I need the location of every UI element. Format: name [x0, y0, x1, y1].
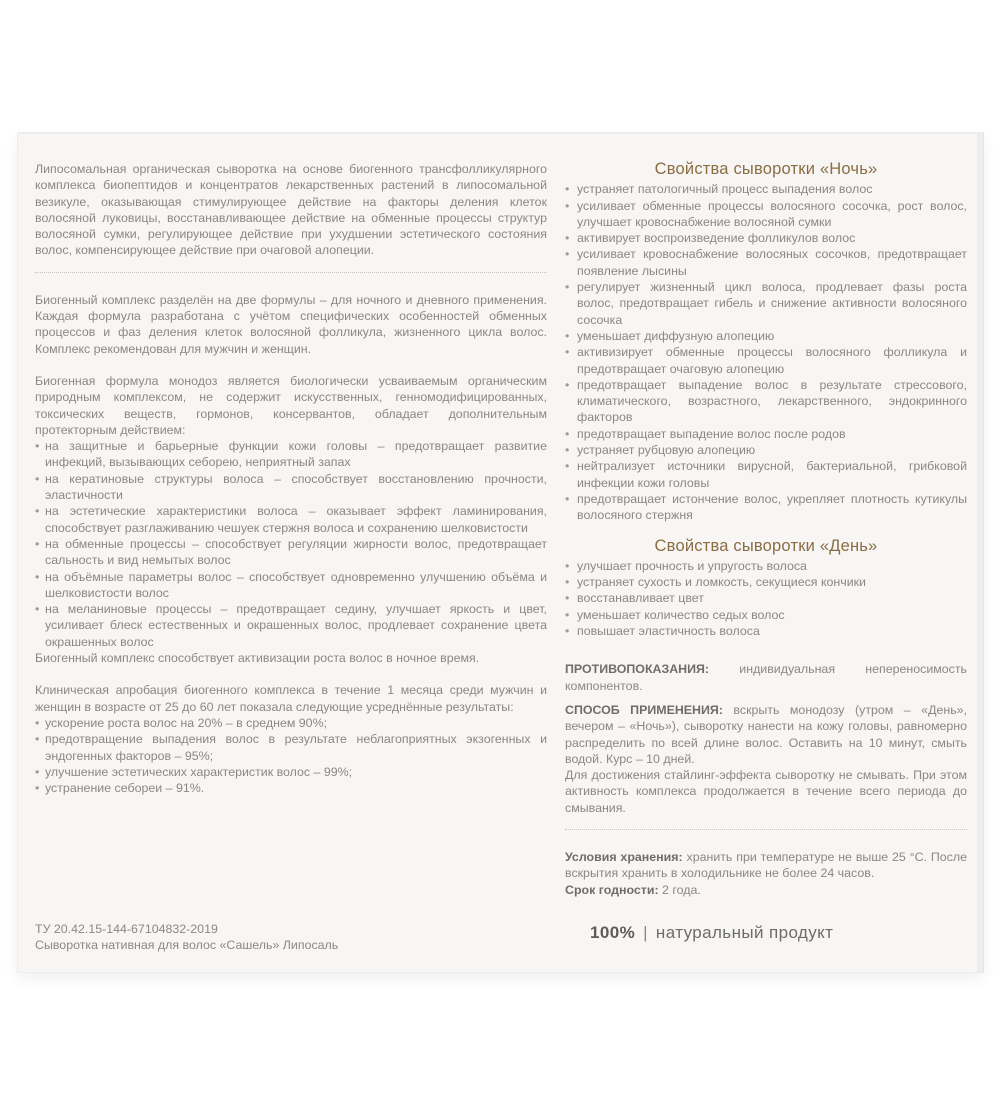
- list-item: • нейтрализует источники вирусной, бактериальной, грибковой инфекции кожи головы: [565, 458, 967, 491]
- dotted-separator: [35, 272, 547, 273]
- list-item: • на обменные процессы – способствует регуляции жирности волос, предотвращает сальность и вид немытых волос: [35, 536, 547, 569]
- list-item: • регулирует жизненный цикл волоса, продлевает фазы роста волос, предотвращает гибель и снижение активности волосяного сосочка: [565, 279, 967, 328]
- left-column: [35, 161, 547, 796]
- list-item: • ускорение роста волос на 20% – в среднем 90%;: [35, 715, 547, 731]
- list-item: • улучшает прочность и упругость волоса: [565, 558, 967, 574]
- night-heading: Свойства сыворотки «Ночь»: [654, 160, 878, 178]
- usage-instructions: СПОСОБ ПРИМЕНЕНИЯ: вскрыть монодозу (утром – «День», вечером – «Ночь»), сыворотку нанести на кожу головы, равномерно распределить по всей длине волос. Оставить на 10 минут, смыть водой. Курс – 10 дней.: [565, 702, 967, 766]
- list-item: • активизирует обменные процессы волосяного фолликула и предотвращает очаговую алопецию: [565, 344, 967, 377]
- day-heading: Свойства сыворотки «День»: [654, 536, 878, 555]
- list-item: • уменьшает количество седых волос: [565, 607, 967, 623]
- list-item: • уменьшает диффузную алопецию: [565, 328, 967, 344]
- product-box-back: [17, 132, 984, 973]
- list-item: • на кератиновые структуры волоса – способствует восстановлению прочности, эластичности: [35, 471, 547, 504]
- intro-paragraph: Липосомальная органическая сыворотка на основе биогенного трансфолликулярного комплекса биопептидов и концентратов лекарственных растений в липосомальной везикуле, оказывающая стимулирующее действие на факторы деления клеток волосяной луковицы, восстанавливающее действие на обменные процессы структур волосяной сумки, регулирующее действие при ухудшении эстетического состояния волос, компенсирующее действие при очаговой алопеции.: [35, 162, 547, 258]
- natural-percent: 100%: [590, 923, 636, 942]
- clinical-intro: Клиническая апробация биогенного комплекса в течение 1 месяца среди мужчин и женщин в возрасте от 25 до 60 лет показала следующие усреднённые результаты:: [35, 683, 547, 714]
- formula-list: [35, 438, 547, 650]
- natural-product-badge: [590, 923, 950, 943]
- badge-separator: |: [643, 923, 648, 942]
- list-item: • предотвращение выпадения волос в результате неблагоприятных экзогенных и эндогенных факторов – 95%;: [35, 731, 547, 764]
- night-list: [565, 181, 967, 523]
- clinical-list: [35, 715, 547, 796]
- dotted-separator: [565, 829, 967, 830]
- list-item: • устраняет патологичный процесс выпадения волос: [565, 181, 967, 197]
- list-item: • устранение себореи – 91%.: [35, 780, 547, 796]
- product-name: Сыворотка нативная для волос «Сашель» Липосаль: [35, 938, 339, 952]
- list-item: • предотвращает выпадение волос в результате стрессового, климатического, возрастного, лекарственного, эндокринного факторов: [565, 377, 967, 426]
- contraindications: ПРОТИВОПОКАЗАНИЯ: индивидуальная непереносимость компонентов.: [565, 662, 967, 693]
- list-item: • улучшение эстетических характеристик волос – 99%;: [35, 764, 547, 780]
- list-item: • предотвращает истончение волос, укрепляет плотность кутикулы волосяного стержня: [565, 491, 967, 524]
- complex-paragraph: Биогенный комплекс разделён на две формулы – для ночного и дневного применения. Каждая формула разработана с учётом специфических особенностей обменных процессов и фаз деления клеток волосяной фолликула, жизненного цикла волос. Комплекс рекомендован для мужчин и женщин.: [35, 292, 547, 356]
- list-item: • на меланиновые процессы – предотвращает седину, улучшает яркость и цвет, усиливает блеск естественных и окрашенных волос, продлевает сохранение цвета окрашенных волос: [35, 601, 547, 650]
- list-item: • предотвращает выпадение волос после родов: [565, 426, 967, 442]
- box-edge: [977, 133, 983, 973]
- list-item: • восстанавливает цвет: [565, 590, 967, 606]
- list-item: • на объёмные параметры волос – способствует одновременно улучшению объёма и шелковистости волос: [35, 569, 547, 602]
- footer-info: [35, 921, 455, 953]
- tu-code: ТУ 20.42.15-144-67104832-2019: [35, 922, 218, 936]
- storage-conditions: Условия хранения: хранить при температуре не выше 25 °С. После вскрытия хранить в холодильнике не более 24 часов.: [565, 849, 968, 881]
- styling-note: Для достижения стайлинг-эффекта сыворотку не смывать. При этом активность комплекса продолжается в течение всего периода до смывания.: [565, 768, 967, 815]
- growth-paragraph: Биогенный комплекс способствует активизации роста волос в ночное время.: [35, 651, 480, 666]
- day-list: [565, 558, 967, 639]
- list-item: • усиливает кровоснабжение волосяных сосочков, предотвращает появление лысины: [565, 246, 967, 279]
- list-item: • на эстетические характеристики волоса – оказывает эффект ламинирования, способствует разглаживанию чешуек стержня волоса и сохранению шелковистости: [35, 503, 547, 536]
- formula-intro: Биогенная формула монодоз является биологически усваиваемым органическим природным комплексом, не содержит искусственных, генномодифицированных, токсических веществ, гормонов, консервантов, обладает дополнительным протекторным действием:: [35, 373, 547, 437]
- list-item: • усиливает обменные процессы волосяного сосочка, рост волос, улучшает кровоснабжение волосяной сумки: [565, 198, 967, 231]
- list-item: • на защитные и барьерные функции кожи головы – предотвращает развитие инфекций, вызывающих себорею, неприятный запах: [35, 438, 547, 471]
- shelf-life: Срок годности: 2 года.: [565, 882, 701, 897]
- list-item: • устраняет рубцовую алопецию: [565, 442, 967, 458]
- list-item: • активирует воспроизведение фолликулов волос: [565, 230, 967, 246]
- right-column: [565, 161, 967, 898]
- list-item: • повышает эластичность волоса: [565, 623, 967, 639]
- list-item: • устраняет сухость и ломкость, секущиеся кончики: [565, 574, 967, 590]
- natural-label: натуральный продукт: [655, 923, 834, 942]
